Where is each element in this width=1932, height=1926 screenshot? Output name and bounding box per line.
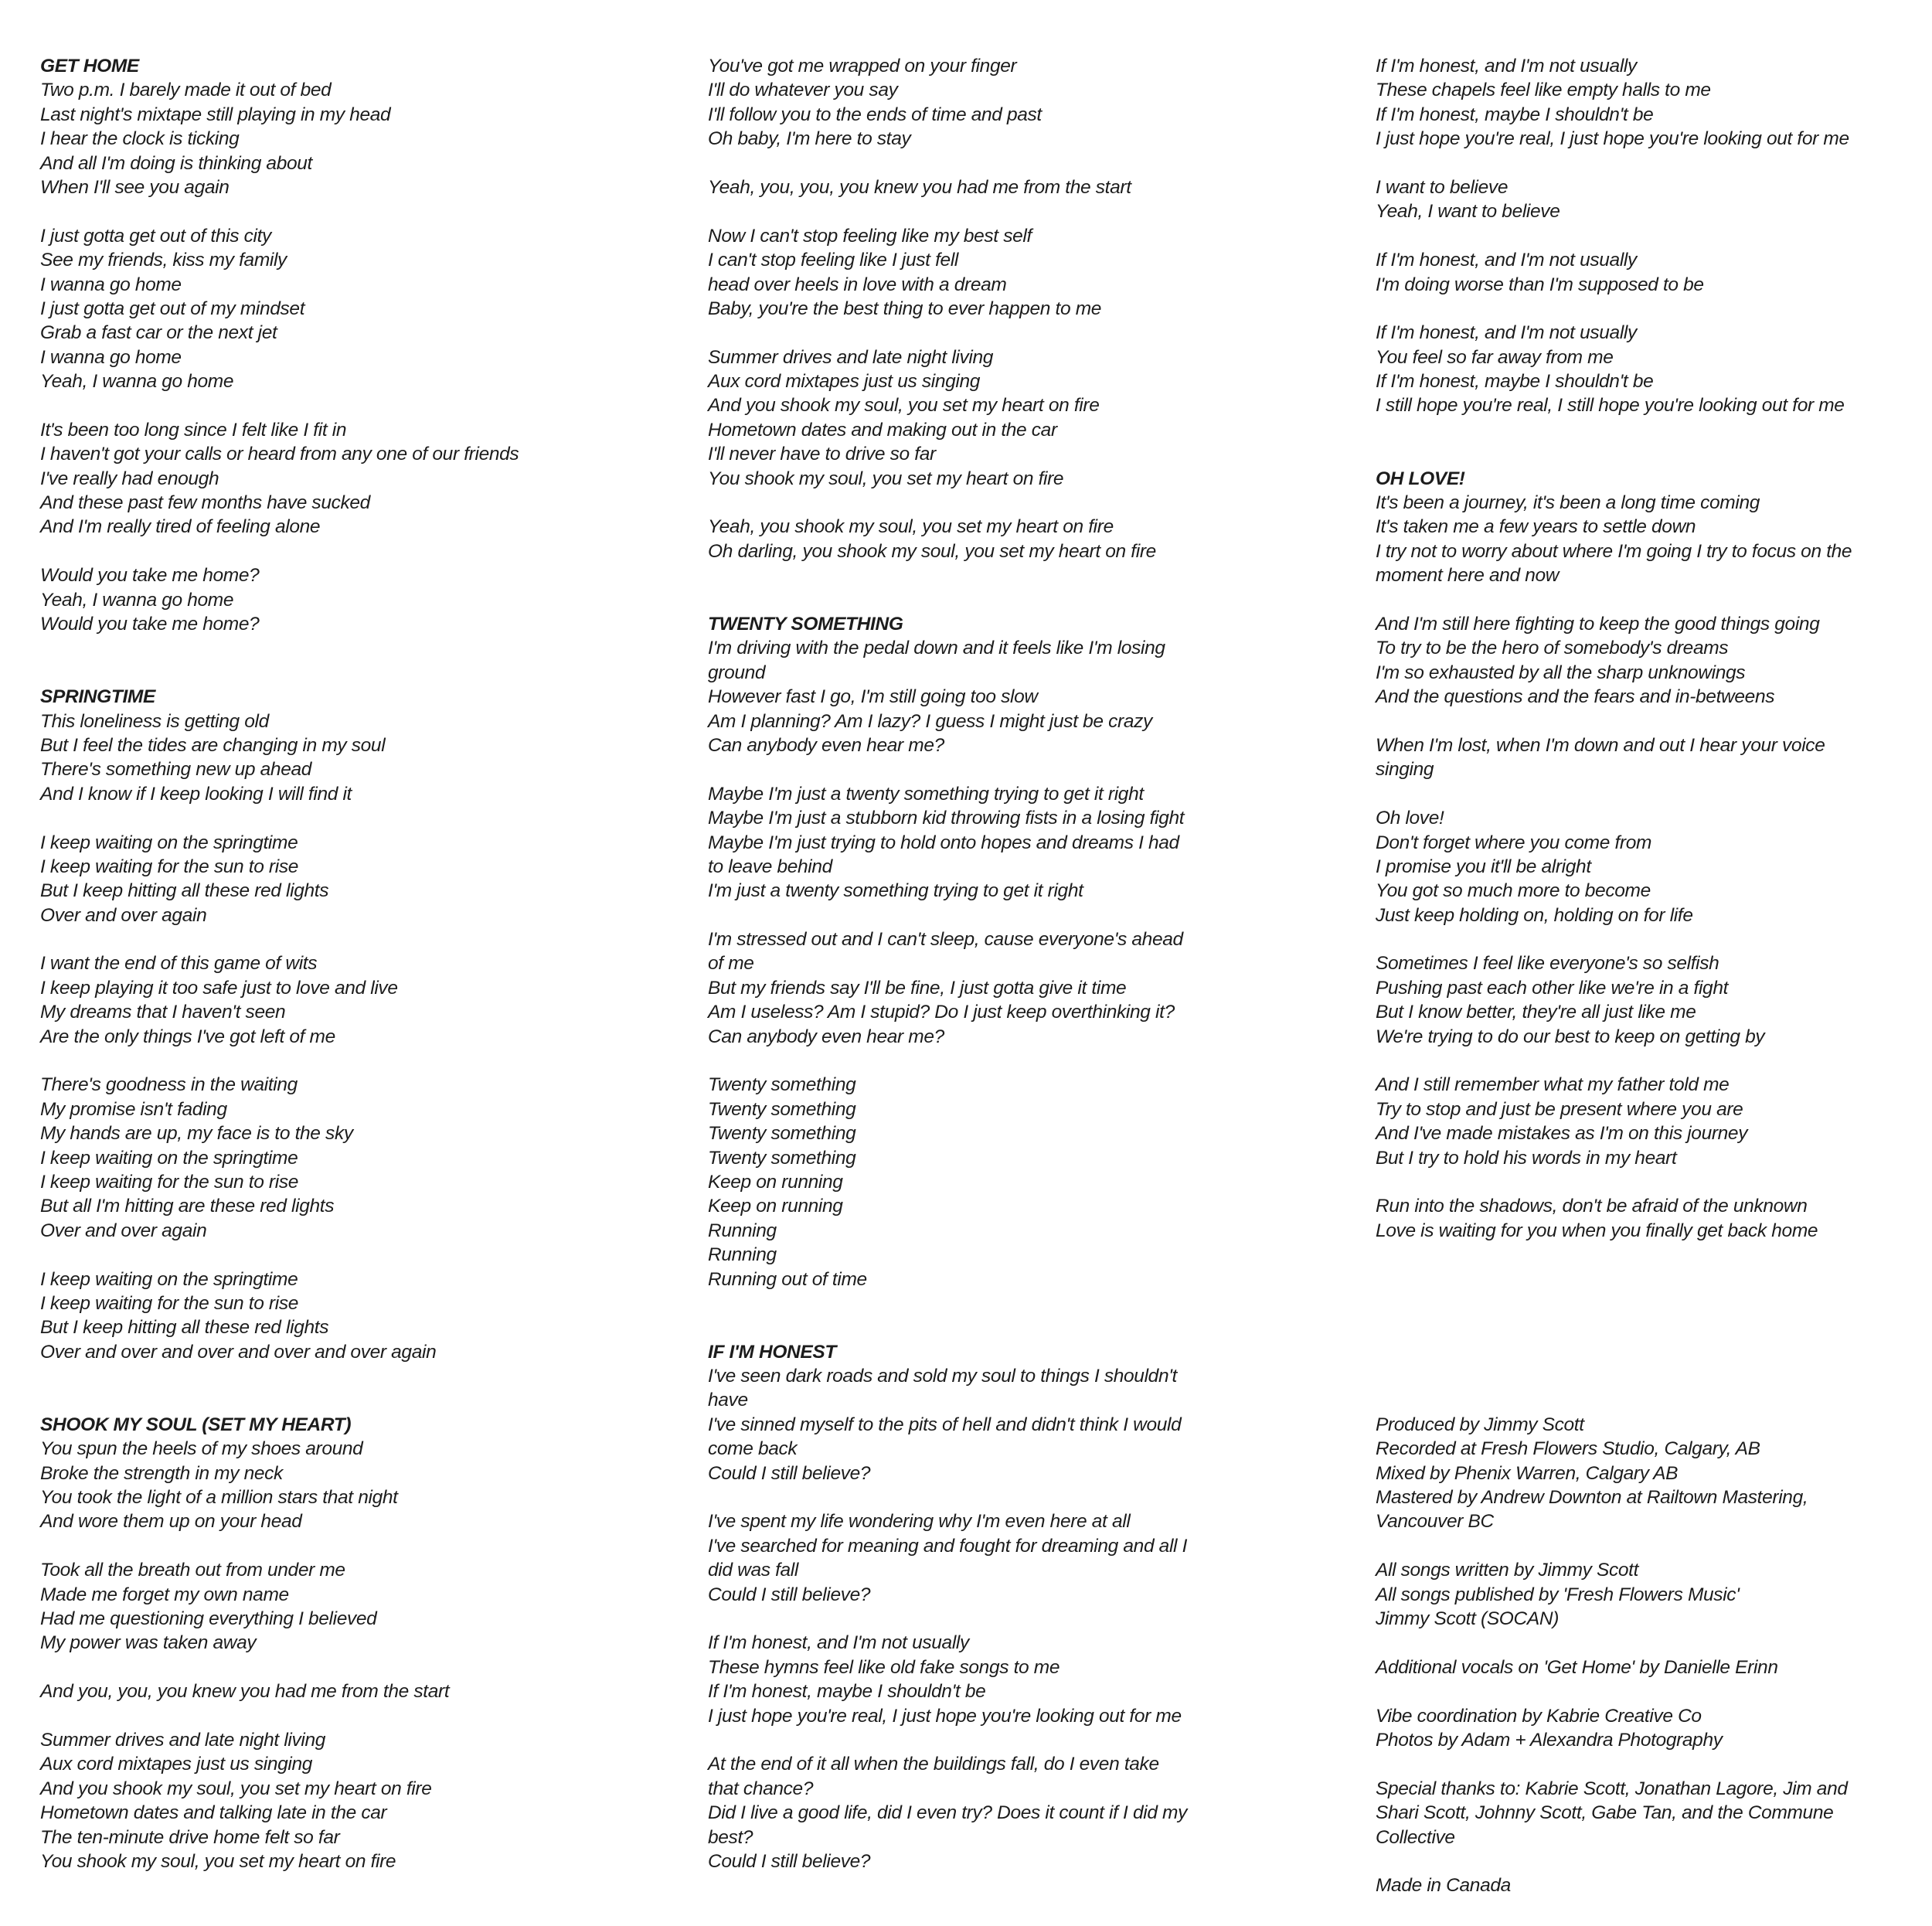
line-spacer xyxy=(40,636,597,660)
song-title: SHOOK MY SOUL (SET MY HEART) xyxy=(40,1414,352,1435)
song-title: SPRINGTIME xyxy=(40,686,155,708)
lyric-line: I hear the clock is ticking xyxy=(40,128,240,150)
lyric-line: Aux cord mixtapes just us singing xyxy=(40,1754,313,1775)
lyric-line: Twenty something xyxy=(708,1074,856,1096)
lyric-line: When I'll see you again xyxy=(40,176,230,198)
lyric-line: Additional vocals on 'Get Home' by Danielle Erinn xyxy=(1376,1656,1778,1678)
lyric-line: My dreams that I haven't seen xyxy=(40,1002,286,1023)
line-spacer xyxy=(708,1485,1264,1509)
lyric-line: I haven't got your calls or heard from any one of our friends xyxy=(40,444,519,465)
lyric-line: Produced by Jimmy Scott xyxy=(1376,1414,1584,1435)
lyric-line: Made me forget my own name xyxy=(40,1584,289,1605)
lyric-line: Jimmy Scott (SOCAN) xyxy=(1376,1608,1559,1629)
lyric-line: If I'm honest, and I'm not usually xyxy=(1376,250,1637,271)
lyric-line: Would you take me home? xyxy=(40,565,260,587)
lyric-line: If I'm honest, and I'm not usually xyxy=(708,1632,969,1654)
lyric-line: did was fall xyxy=(708,1560,798,1581)
line-spacer xyxy=(1376,588,1932,612)
song-title: IF I'M HONEST xyxy=(708,1341,836,1363)
line-spacer xyxy=(708,151,1264,175)
lyric-line: Twenty something xyxy=(708,1147,856,1169)
song-title: OH LOVE! xyxy=(1376,468,1465,489)
line-spacer xyxy=(40,1704,597,1728)
lyric-line: Now I can't stop feeling like my best self xyxy=(708,225,1032,247)
lyric-line: Yeah, you, you, you knew you had me from the start xyxy=(708,176,1131,198)
line-spacer xyxy=(40,1364,597,1388)
lyric-line: Grab a fast car or the next jet xyxy=(40,322,277,344)
lyric-line: Vancouver BC xyxy=(1376,1511,1494,1533)
lyric-line: Running xyxy=(708,1220,777,1241)
lyric-line: to leave behind xyxy=(708,856,832,877)
lyric-line: I'll never have to drive so far xyxy=(708,444,936,465)
lyric-line: Two p.m. I barely made it out of bed xyxy=(40,80,332,101)
line-spacer xyxy=(1376,1268,1932,1291)
lyric-line: Made in Canada xyxy=(1376,1875,1511,1897)
lyric-line: I just hope you're real, I just hope you're looking out for me xyxy=(708,1705,1182,1727)
lyric-line: Yeah, you shook my soul, you set my heart on fire xyxy=(708,516,1114,538)
line-spacer xyxy=(1376,1679,1932,1703)
line-spacer xyxy=(1376,782,1932,806)
lyric-line: These hymns feel like old fake songs to me xyxy=(708,1656,1060,1678)
line-spacer xyxy=(1376,709,1932,733)
lyric-line: Oh love! xyxy=(1376,808,1444,829)
line-spacer xyxy=(1376,297,1932,321)
lyric-line: Maybe I'm just a stubborn kid throwing fists in a losing fight xyxy=(708,808,1185,829)
line-spacer xyxy=(1376,1752,1932,1776)
line-spacer xyxy=(40,1388,597,1412)
lyric-line: The ten-minute drive home felt so far xyxy=(40,1826,340,1848)
lyric-line: I keep waiting for the sun to rise xyxy=(40,1292,299,1314)
line-spacer xyxy=(1376,442,1932,466)
line-spacer xyxy=(1376,1849,1932,1873)
line-spacer xyxy=(708,563,1264,587)
lyric-line: I'm driving with the pedal down and it feels like I'm losing xyxy=(708,638,1165,659)
lyric-line: Keep on running xyxy=(708,1171,843,1193)
line-spacer xyxy=(40,661,597,685)
lyric-line: Can anybody even hear me? xyxy=(708,734,944,756)
lyric-line: I wanna go home xyxy=(40,346,182,368)
line-spacer xyxy=(708,757,1264,781)
lyric-line: I try not to worry about where I'm going I try to focus on the xyxy=(1376,540,1852,562)
lyric-line: I've sinned myself to the pits of hell and didn't think I would xyxy=(708,1414,1182,1435)
lyric-line: And I know if I keep looking I will find it xyxy=(40,783,352,805)
lyric-line: Yeah, I wanna go home xyxy=(40,589,234,611)
lyric-line: Broke the strength in my neck xyxy=(40,1462,283,1484)
lyric-line: But I feel the tides are changing in my soul xyxy=(40,734,386,756)
lyric-line: Running xyxy=(708,1244,777,1266)
lyric-line: singing xyxy=(1376,759,1434,781)
lyric-line: I want the end of this game of wits xyxy=(40,953,318,975)
line-spacer xyxy=(40,539,597,563)
lyric-line: Sometimes I feel like everyone's so selfish xyxy=(1376,953,1719,975)
lyric-line: Took all the breath out from under me xyxy=(40,1560,345,1581)
lyric-line: Summer drives and late night living xyxy=(708,346,994,368)
lyric-line: If I'm honest, maybe I shouldn't be xyxy=(708,1681,986,1703)
lyric-line: Vibe coordination by Kabrie Creative Co xyxy=(1376,1705,1702,1727)
lyric-line: I keep waiting on the springtime xyxy=(40,832,298,853)
lyric-line: But I try to hold his words in my heart xyxy=(1376,1147,1677,1169)
lyric-line: I'm just a twenty something trying to get it right xyxy=(708,880,1083,902)
lyric-line: All songs written by Jimmy Scott xyxy=(1376,1560,1639,1581)
lyric-line: I've searched for meaning and fought for dreaming and all I xyxy=(708,1535,1188,1557)
song-title: TWENTY SOMETHING xyxy=(708,613,903,635)
lyric-line: Just keep holding on, holding on for life xyxy=(1376,904,1693,926)
lyric-line: You feel so far away from me xyxy=(1376,346,1614,368)
lyric-line: Summer drives and late night living xyxy=(40,1729,326,1751)
song-title: GET HOME xyxy=(40,56,139,77)
lyric-line: I keep waiting on the springtime xyxy=(40,1268,298,1290)
lyric-line: To try to be the hero of somebody's dreams xyxy=(1376,638,1729,659)
lyric-line: Yeah, I wanna go home xyxy=(40,371,234,393)
lyric-line: Special thanks to: Kabrie Scott, Jonathan Lagore, Jim and xyxy=(1376,1778,1848,1799)
lyric-line: Maybe I'm just a twenty something trying to get it right xyxy=(708,783,1144,805)
lyric-line: This loneliness is getting old xyxy=(40,710,269,732)
lyric-line: My hands are up, my face is to the sky xyxy=(40,1123,353,1145)
lyric-line: Hometown dates and talking late in the car xyxy=(40,1802,387,1824)
lyric-line: that chance? xyxy=(708,1778,814,1799)
lyric-line: And I still remember what my father told me xyxy=(1376,1074,1730,1096)
lyric-line: Aux cord mixtapes just us singing xyxy=(708,371,981,393)
lyric-line: All songs published by 'Fresh Flowers Music' xyxy=(1376,1584,1740,1605)
lyric-line: come back xyxy=(708,1438,798,1460)
lyric-line: Oh darling, you shook my soul, you set my heart on fire xyxy=(708,540,1156,562)
lyric-line: I'm doing worse than I'm supposed to be xyxy=(1376,274,1704,295)
lyric-line: Try to stop and just be present where you are xyxy=(1376,1098,1743,1120)
lyric-line: ground xyxy=(708,662,766,683)
lyric-line: Had me questioning everything I believed xyxy=(40,1608,377,1629)
lyric-line: Twenty something xyxy=(708,1098,856,1120)
lyric-line: Running out of time xyxy=(708,1268,867,1290)
lyric-line: I promise you it'll be alright xyxy=(1376,856,1591,877)
lyric-line: There's goodness in the waiting xyxy=(40,1074,298,1096)
line-spacer xyxy=(40,927,597,951)
lyric-line: Am I useless? Am I stupid? Do I just keep overthinking it? xyxy=(708,1002,1175,1023)
lyric-line: See my friends, kiss my family xyxy=(40,250,287,271)
line-spacer xyxy=(1376,1534,1932,1558)
line-spacer xyxy=(708,1728,1264,1752)
line-spacer xyxy=(1376,1631,1932,1655)
line-spacer xyxy=(1376,1170,1932,1194)
lyric-line: You spun the heels of my shoes around xyxy=(40,1438,363,1460)
lyric-line: My promise isn't fading xyxy=(40,1098,227,1120)
lyric-line: Twenty something xyxy=(708,1123,856,1145)
lyric-line: Recorded at Fresh Flowers Studio, Calgary, AB xyxy=(1376,1438,1760,1460)
line-spacer xyxy=(1376,418,1932,442)
lyric-line: And I'm still here fighting to keep the good things going xyxy=(1376,613,1820,635)
line-spacer xyxy=(40,1049,597,1073)
lyric-line: Photos by Adam + Alexandra Photography xyxy=(1376,1729,1723,1751)
lyric-line: Can anybody even hear me? xyxy=(708,1026,944,1047)
lyric-line: You've got me wrapped on your finger xyxy=(708,56,1017,77)
line-spacer xyxy=(1376,1388,1932,1412)
lyric-line: If I'm honest, maybe I shouldn't be xyxy=(1376,371,1654,393)
line-spacer xyxy=(1376,1291,1932,1315)
lyric-line: I keep waiting on the springtime xyxy=(40,1147,298,1169)
lyric-line: of me xyxy=(708,953,754,975)
lyric-line: Collective xyxy=(1376,1826,1455,1848)
lyric-line: It's been a journey, it's been a long time coming xyxy=(1376,492,1760,514)
lyric-line: I've really had enough xyxy=(40,468,219,489)
lyric-line: However fast I go, I'm still going too slow xyxy=(708,686,1038,708)
lyric-line: I'll do whatever you say xyxy=(708,80,898,101)
lyric-line: And you shook my soul, you set my heart on fire xyxy=(40,1778,432,1799)
lyric-line: I just hope you're real, I just hope you're looking out for me xyxy=(1376,128,1849,150)
lyric-line: Maybe I'm just trying to hold onto hopes and dreams I had xyxy=(708,832,1179,853)
lyric-line: When I'm lost, when I'm down and out I hear your voice xyxy=(1376,734,1825,756)
lyric-line: I've spent my life wondering why I'm even here at all xyxy=(708,1511,1131,1533)
lyric-line: It's been too long since I felt like I fit in xyxy=(40,419,347,441)
lyric-line: You shook my soul, you set my heart on fire xyxy=(40,1850,396,1872)
lyrics-column-2 xyxy=(708,54,1264,1873)
lyric-line: If I'm honest, maybe I shouldn't be xyxy=(1376,104,1654,125)
line-spacer xyxy=(708,321,1264,345)
line-spacer xyxy=(1376,1364,1932,1388)
lyric-line: Yeah, I want to believe xyxy=(1376,201,1560,223)
lyrics-column-3 xyxy=(1376,54,1932,1898)
lyric-line: And wore them up on your head xyxy=(40,1511,302,1533)
lyric-line: I want to believe xyxy=(1376,176,1509,198)
lyric-line: I just gotta get out of this city xyxy=(40,225,271,247)
lyric-line: It's taken me a few years to settle down xyxy=(1376,516,1696,538)
lyric-line: I just gotta get out of my mindset xyxy=(40,298,305,319)
lyric-line: Run into the shadows, don't be afraid of the unknown xyxy=(1376,1196,1808,1217)
line-spacer xyxy=(1376,224,1932,248)
line-spacer xyxy=(708,199,1264,223)
line-spacer xyxy=(1376,151,1932,175)
line-spacer xyxy=(40,806,597,830)
line-spacer xyxy=(708,1315,1264,1339)
lyric-line: Could I still believe? xyxy=(708,1462,871,1484)
lyric-line: Baby, you're the best thing to ever happen to me xyxy=(708,298,1102,319)
lyric-line: I'll follow you to the ends of time and past xyxy=(708,104,1042,125)
lyric-line: Could I still believe? xyxy=(708,1850,871,1872)
lyric-line: But my friends say I'll be fine, I just gotta give it time xyxy=(708,977,1127,999)
lyric-line: Did I live a good life, did I even try? Does it count if I did my xyxy=(708,1802,1188,1824)
line-spacer xyxy=(708,588,1264,612)
lyric-line: I keep playing it too safe just to love and live xyxy=(40,977,398,999)
lyric-line: Shari Scott, Johnny Scott, Gabe Tan, and the Commune xyxy=(1376,1802,1834,1824)
line-spacer xyxy=(708,903,1264,927)
lyric-line: Hometown dates and making out in the car xyxy=(708,419,1057,441)
lyric-line: We're trying to do our best to keep on getting by xyxy=(1376,1026,1765,1047)
line-spacer xyxy=(40,1534,597,1558)
lyric-line: Last night's mixtape still playing in my head xyxy=(40,104,391,125)
lyric-line: Love is waiting for you when you finally get back home xyxy=(1376,1220,1818,1241)
lyric-line: And the questions and the fears and in-betweens xyxy=(1376,686,1775,708)
lyric-line: moment here and now xyxy=(1376,565,1560,587)
lyric-line: But all I'm hitting are these red lights xyxy=(40,1196,335,1217)
lyric-line: And all I'm doing is thinking about xyxy=(40,152,312,174)
lyric-line: Mastered by Andrew Downton at Railtown Mastering, xyxy=(1376,1487,1808,1509)
lyric-line: I wanna go home xyxy=(40,274,182,295)
lyric-line: I can't stop feeling like I just fell xyxy=(708,250,959,271)
lyric-line: Over and over again xyxy=(40,1220,207,1241)
lyric-line: Mixed by Phenix Warren, Calgary AB xyxy=(1376,1462,1679,1484)
lyric-line: Oh baby, I'm here to stay xyxy=(708,128,911,150)
lyric-line: I keep waiting for the sun to rise xyxy=(40,856,299,877)
lyric-line: Are the only things I've got left of me xyxy=(40,1026,335,1047)
line-spacer xyxy=(40,199,597,223)
lyric-line: You got so much more to become xyxy=(1376,880,1651,902)
line-spacer xyxy=(40,1655,597,1679)
lyric-line: And you shook my soul, you set my heart on fire xyxy=(708,395,1100,417)
line-spacer xyxy=(708,1291,1264,1315)
line-spacer xyxy=(1376,927,1932,951)
lyric-line: There's something new up ahead xyxy=(40,759,312,781)
lyric-line: These chapels feel like empty halls to me xyxy=(1376,80,1711,101)
line-spacer xyxy=(40,393,597,417)
line-spacer xyxy=(1376,1340,1932,1364)
lyric-line: But I know better, they're all just like me xyxy=(1376,1002,1696,1023)
lyric-line: Over and over again xyxy=(40,904,207,926)
lyric-line: Keep on running xyxy=(708,1196,843,1217)
lyric-line: But I keep hitting all these red lights xyxy=(40,1317,329,1339)
lyric-line: But I keep hitting all these red lights xyxy=(40,880,329,902)
lyric-line: And these past few months have sucked xyxy=(40,492,370,514)
lyric-line: You took the light of a million stars that night xyxy=(40,1487,398,1509)
lyric-line: And I've made mistakes as I'm on this journey xyxy=(1376,1123,1748,1145)
line-spacer xyxy=(40,1243,597,1267)
lyric-line: At the end of it all when the buildings fall, do I even take xyxy=(708,1754,1159,1775)
lyric-line: I still hope you're real, I still hope you're looking out for me xyxy=(1376,395,1845,417)
lyric-line: My power was taken away xyxy=(40,1632,257,1654)
lyric-line: I keep waiting for the sun to rise xyxy=(40,1171,299,1193)
line-spacer xyxy=(1376,1315,1932,1339)
line-spacer xyxy=(708,491,1264,515)
lyric-line: Am I planning? Am I lazy? I guess I might just be crazy xyxy=(708,710,1152,732)
lyric-line: best? xyxy=(708,1826,753,1848)
lyric-line: I'm so exhausted by all the sharp unknowings xyxy=(1376,662,1746,683)
lyric-line: I've seen dark roads and sold my soul to things I shouldn't xyxy=(708,1366,1178,1387)
lyric-line: head over heels in love with a dream xyxy=(708,274,1007,295)
lyric-line: have xyxy=(708,1390,748,1411)
line-spacer xyxy=(1376,1243,1932,1267)
lyric-line: Could I still believe? xyxy=(708,1584,871,1605)
line-spacer xyxy=(1376,1049,1932,1073)
lyric-line: Over and over and over and over and over again xyxy=(40,1341,437,1363)
lyric-line: Don't forget where you come from xyxy=(1376,832,1652,853)
lyric-line: You shook my soul, you set my heart on fire xyxy=(708,468,1064,489)
lyric-line: I'm stressed out and I can't sleep, cause everyone's ahead xyxy=(708,929,1183,951)
lyric-line: If I'm honest, and I'm not usually xyxy=(1376,56,1637,77)
line-spacer xyxy=(708,1049,1264,1073)
lyric-line: Pushing past each other like we're in a fight xyxy=(1376,977,1729,999)
lyrics-column-1 xyxy=(40,54,597,1873)
line-spacer xyxy=(708,1607,1264,1631)
lyric-line: If I'm honest, and I'm not usually xyxy=(1376,322,1637,344)
lyric-line: And I'm really tired of feeling alone xyxy=(40,516,321,538)
lyric-line: Would you take me home? xyxy=(40,613,260,635)
lyric-line: And you, you, you knew you had me from the start xyxy=(40,1681,450,1703)
